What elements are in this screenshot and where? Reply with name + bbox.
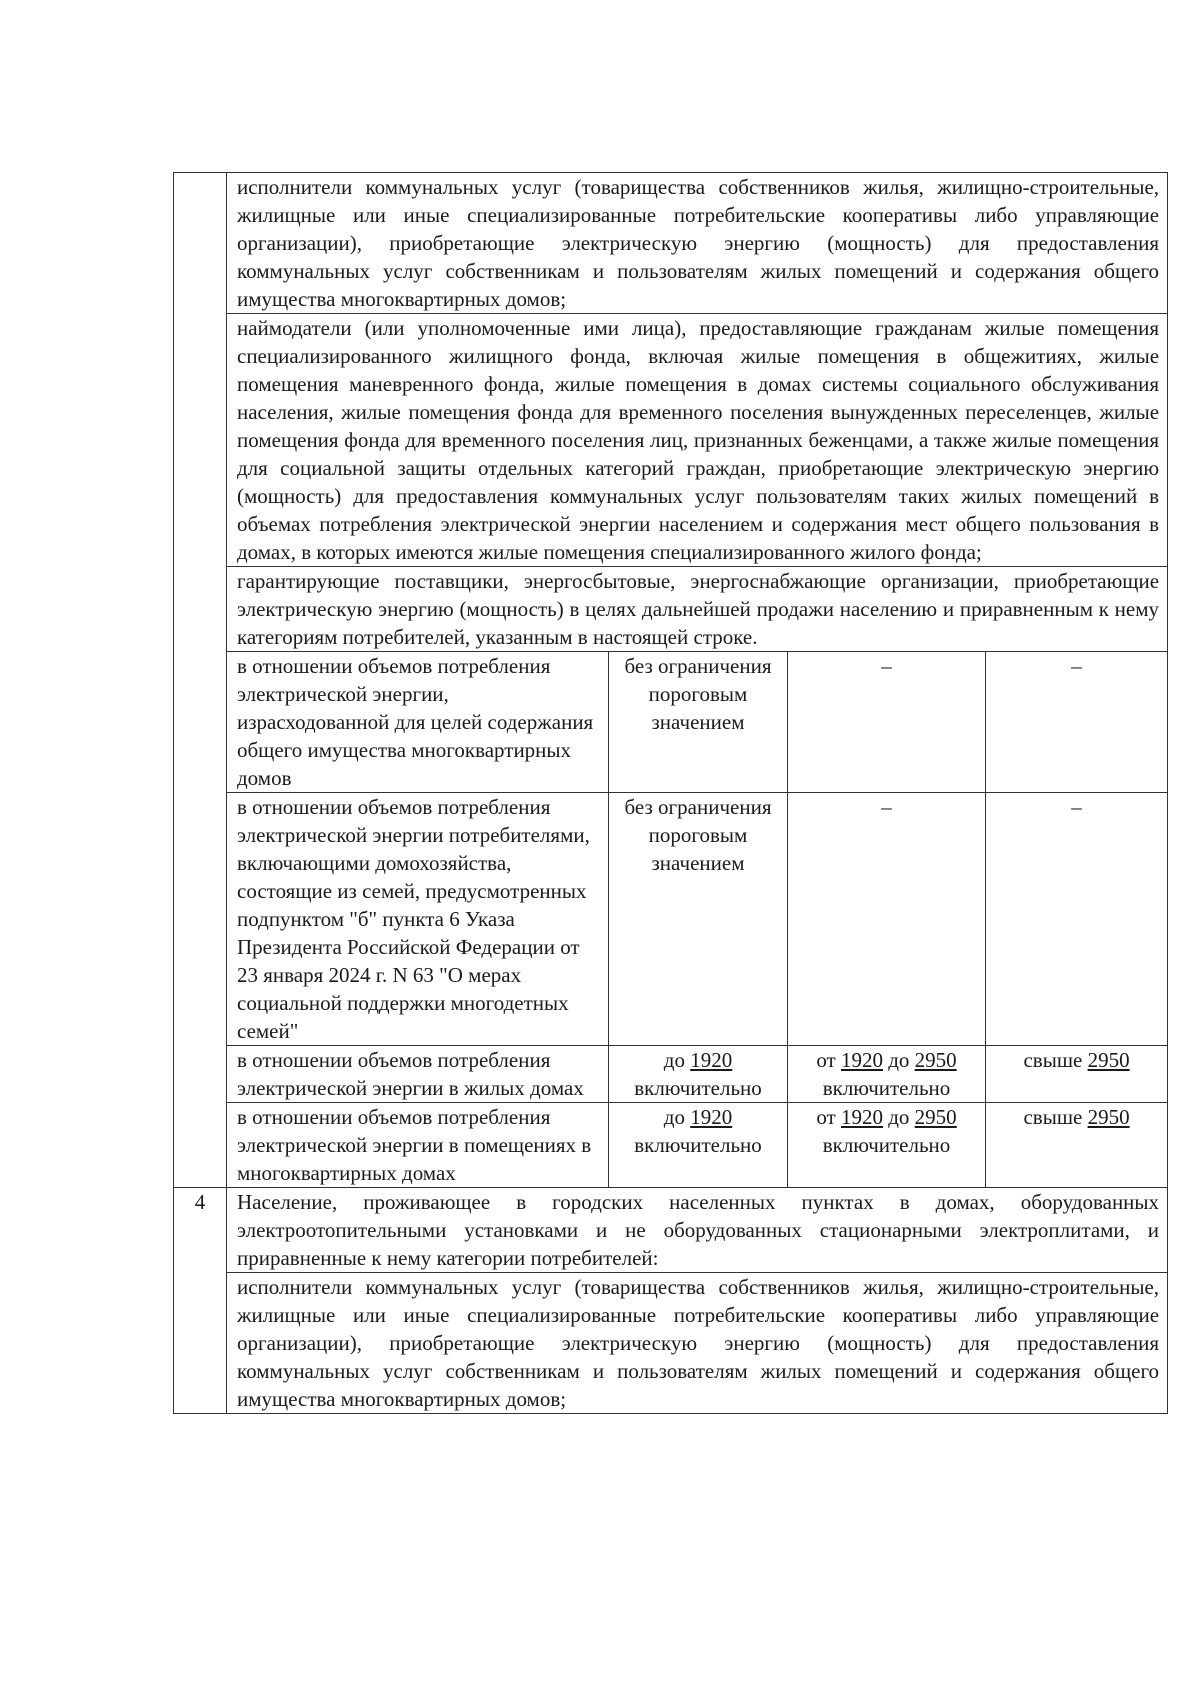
- sub-row-desc: в отношении объемов потребления электрической энергии потребителями, включающими домохозяйства, состоящие из семей, предусмотренных подпунктом "б" пункта 6 Указа Президента Российской Федерации от 23 января 2024 г. N 63 "О мерах социальной поддержки многодетных семей": [227, 793, 609, 1046]
- sub-row-desc: в отношении объемов потребления электрической энергии в помещениях в многоквартирных домах: [227, 1103, 609, 1188]
- tier1-suffix: включительно: [634, 1133, 762, 1157]
- table-row: [174, 314, 1168, 567]
- tier2-mid: до: [888, 1048, 910, 1072]
- tariff-table: [173, 172, 1168, 1414]
- tier1-cell: без ограничения пороговым значением: [609, 793, 788, 1046]
- threshold-link[interactable]: 2950: [914, 1048, 957, 1072]
- tier2-mid: до: [888, 1105, 910, 1129]
- tier2-cell: [788, 1103, 986, 1188]
- tier1-cell: [609, 1046, 788, 1103]
- tier3-cell: [986, 1046, 1168, 1103]
- table-row: [174, 652, 1168, 793]
- suppliers-text: гарантирующие поставщики, энергосбытовые, энергоснабжающие организации, приобретающие электрическую энергию (мощность) в целях дальнейшей продажи населению и приравненным к нему категориям потребителей, указанным в настоящей строке.: [227, 567, 1168, 652]
- sub-row-desc: в отношении объемов потребления электрической энергии в жилых домах: [227, 1046, 609, 1103]
- tier2-cell: –: [788, 652, 986, 793]
- tier3-prefix: свыше: [1023, 1048, 1083, 1072]
- tier1-prefix: до: [663, 1105, 685, 1129]
- tier2-cell: –: [788, 793, 986, 1046]
- executors-text: исполнители коммунальных услуг (товарищества собственников жилья, жилищно-строительные, жилищные или иные специализированные потребительские кооперативы либо управляющие организации), приобретающие электрическую энергию (мощность) для предоставления коммунальных услуг собственникам и пользователям жилых помещений и содержания общего имущества многоквартирных домов;: [227, 173, 1168, 314]
- tier3-cell: –: [986, 652, 1168, 793]
- row-number-cell: [174, 173, 227, 1188]
- table-row: [174, 567, 1168, 652]
- threshold-link[interactable]: 1920: [690, 1048, 733, 1072]
- tier1-prefix: до: [663, 1048, 685, 1072]
- threshold-link[interactable]: 1920: [840, 1048, 883, 1072]
- table-row: [174, 1273, 1168, 1414]
- table-row: [174, 1046, 1168, 1103]
- tier2-prefix: от: [816, 1105, 836, 1129]
- threshold-link[interactable]: 2950: [914, 1105, 957, 1129]
- tier1-suffix: включительно: [634, 1076, 762, 1100]
- threshold-link[interactable]: 1920: [840, 1105, 883, 1129]
- tier2-suffix: включительно: [822, 1076, 951, 1100]
- tier3-cell: [986, 1103, 1168, 1188]
- tier3-cell: –: [986, 793, 1168, 1046]
- tier1-cell: [609, 1103, 788, 1188]
- sub-row-desc: в отношении объемов потребления электрической энергии, израсходованной для целей содержания общего имущества многоквартирных домов: [227, 652, 609, 793]
- table-row: [174, 1188, 1168, 1273]
- section-heading: Население, проживающее в городских населенных пунктах в домах, оборудованных электроотопительными установками и не оборудованных стационарными электроплитами, и приравненные к нему категории потребителей:: [227, 1188, 1168, 1273]
- tier2-prefix: от: [816, 1048, 836, 1072]
- tier3-prefix: свыше: [1023, 1105, 1083, 1129]
- executors-text: исполнители коммунальных услуг (товарищества собственников жилья, жилищно-строительные, жилищные или иные специализированные потребительские кооперативы либо управляющие организации), приобретающие электрическую энергию (мощность) для предоставления коммунальных услуг собственникам и пользователям жилых помещений и содержания общего имущества многоквартирных домов;: [227, 1273, 1168, 1414]
- threshold-link[interactable]: 2950: [1087, 1105, 1130, 1129]
- row-number-cell: 4: [174, 1188, 227, 1414]
- tier1-cell: без ограничения пороговым значением: [609, 652, 788, 793]
- table-row: [174, 1103, 1168, 1188]
- table-row: [174, 173, 1168, 314]
- threshold-link[interactable]: 1920: [690, 1105, 733, 1129]
- threshold-link[interactable]: 2950: [1087, 1048, 1130, 1072]
- tier2-suffix: включительно: [822, 1133, 951, 1157]
- tier2-cell: [788, 1046, 986, 1103]
- landlords-text: наймодатели (или уполномоченные ими лица), предоставляющие гражданам жилые помещения специализированного жилищного фонда, включая жилые помещения в общежитиях, жилые помещения маневренного фонда, жилые помещения в домах системы социального обслуживания населения, жилые помещения фонда для временного поселения вынужденных переселенцев, жилые помещения фонда для временного поселения лиц, признанных беженцами, а также жилые помещения для социальной защиты отдельных категорий граждан, приобретающие электрическую энергию (мощность) для предоставления коммунальных услуг пользователям таких жилых помещений в объемах потребления электрической энергии населением и содержания мест общего пользования в домах, в которых имеются жилые помещения специализированного жилого фонда;: [227, 314, 1168, 567]
- table-row: [174, 793, 1168, 1046]
